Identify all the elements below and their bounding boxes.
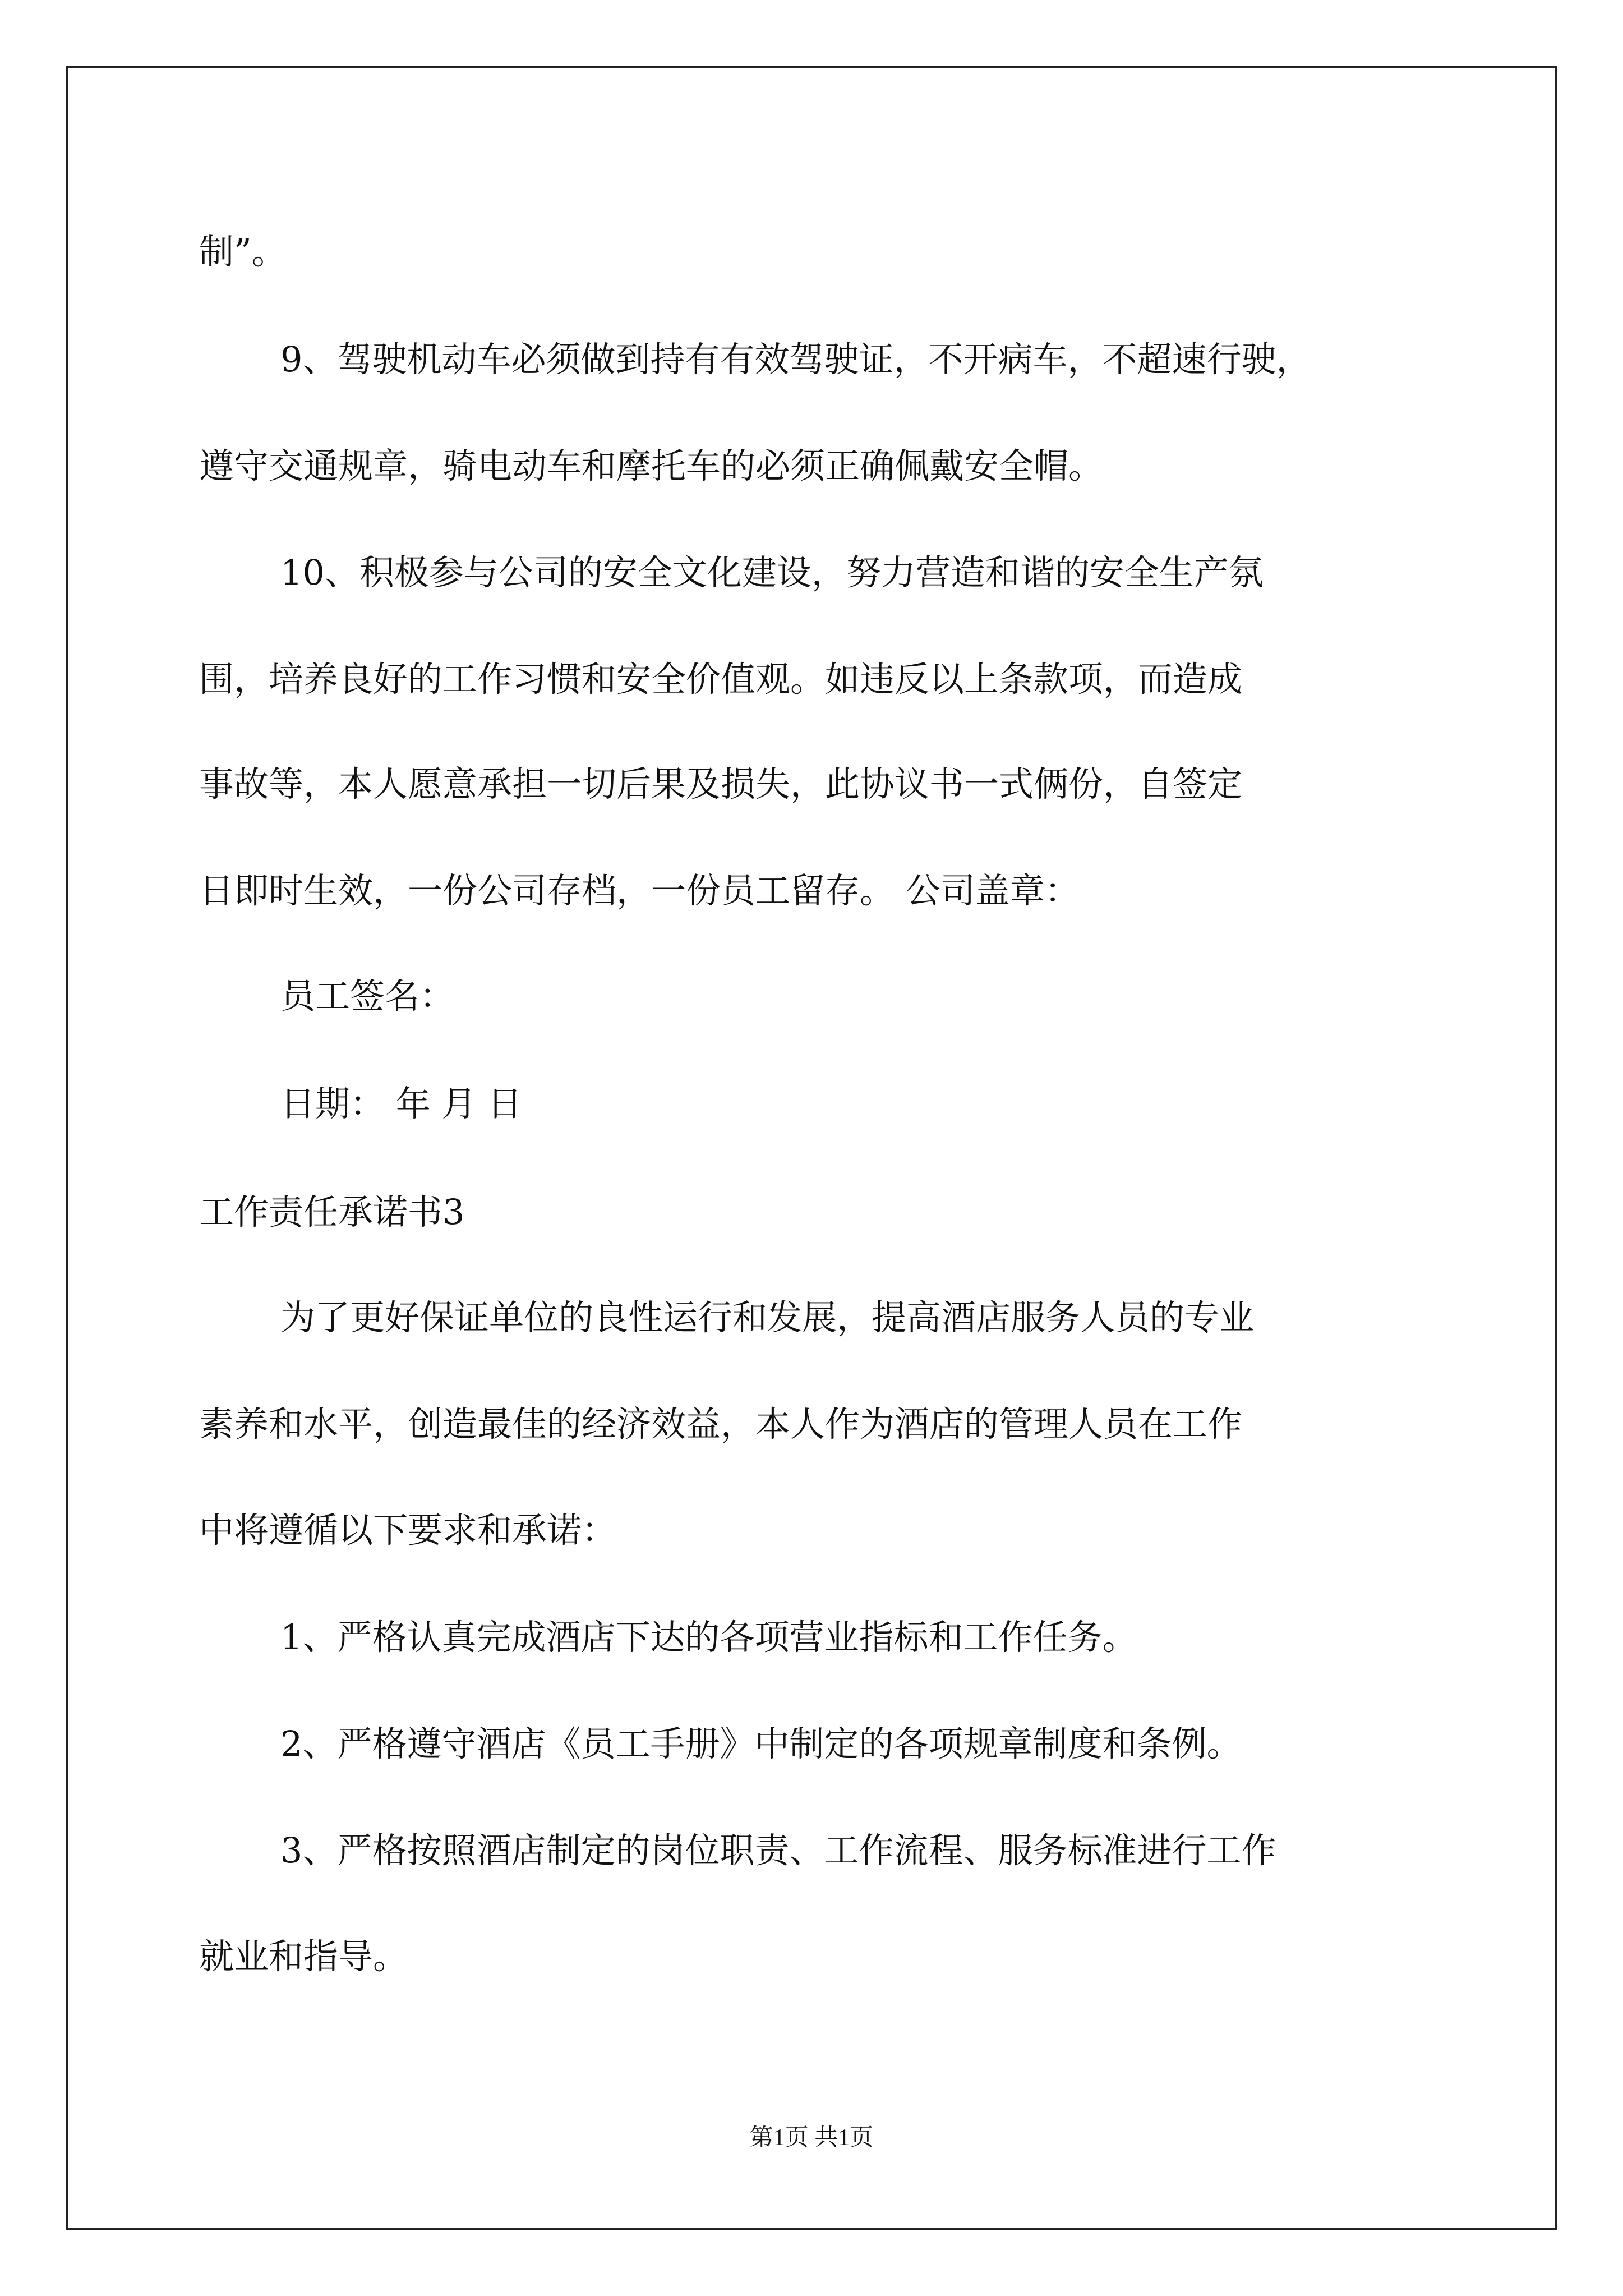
text-line-8: 员工签名： [280,976,455,1016]
text-line-2: 9、驾驶机动车必须做到持有有效驾驶证，不开病车，不超速行驶， [280,339,1311,380]
text-line-7: 日即时生效，一份公司存档，一份员工留存。 公司盖章： [199,870,1080,911]
text-line-17: 就业和指导。 [199,1936,408,1977]
text-line-12: 素养和水平，创造最佳的经济效益，本人作为酒店的管理人员在工作 [199,1404,1243,1444]
text-line-6: 事故等，本人愿意承担一切后果及损失，此协议书一式俩份，自签定 [199,763,1243,804]
text-line-11: 为了更好保证单位的良性运行和发展，提高酒店服务人员的专业 [280,1297,1255,1338]
text-line-13: 中将遵循以下要求和承诺： [199,1510,617,1550]
text-line-16: 3、严格按照酒店制定的岗位职责、工作流程、服务标准进行工作 [280,1830,1276,1871]
text-line-15: 2、严格遵守酒店《员工手册》中制定的各项规章制度和条例。 [280,1723,1242,1764]
page-footer: 第1页 共1页 [749,2125,874,2151]
text-line-4: 10、积极参与公司的安全文化建设，努力营造和谐的安全生产氛 [280,552,1264,593]
text-line-3: 遵守交通规章，骑电动车和摩托车的必须正确佩戴安全帽。 [199,445,1104,486]
text-line-1: 制”。 [199,231,287,272]
page-border [66,66,1557,2230]
text-line-5: 围，培养良好的工作习惯和安全价值观。如违反以上条款项，而造成 [199,659,1243,700]
text-line-14: 1、严格认真完成酒店下达的各项营业指标和工作任务。 [280,1617,1137,1658]
text-line-9: 日期： 年 月 日 [280,1083,523,1124]
section-title: 工作责任承诺书3 [199,1191,465,1232]
